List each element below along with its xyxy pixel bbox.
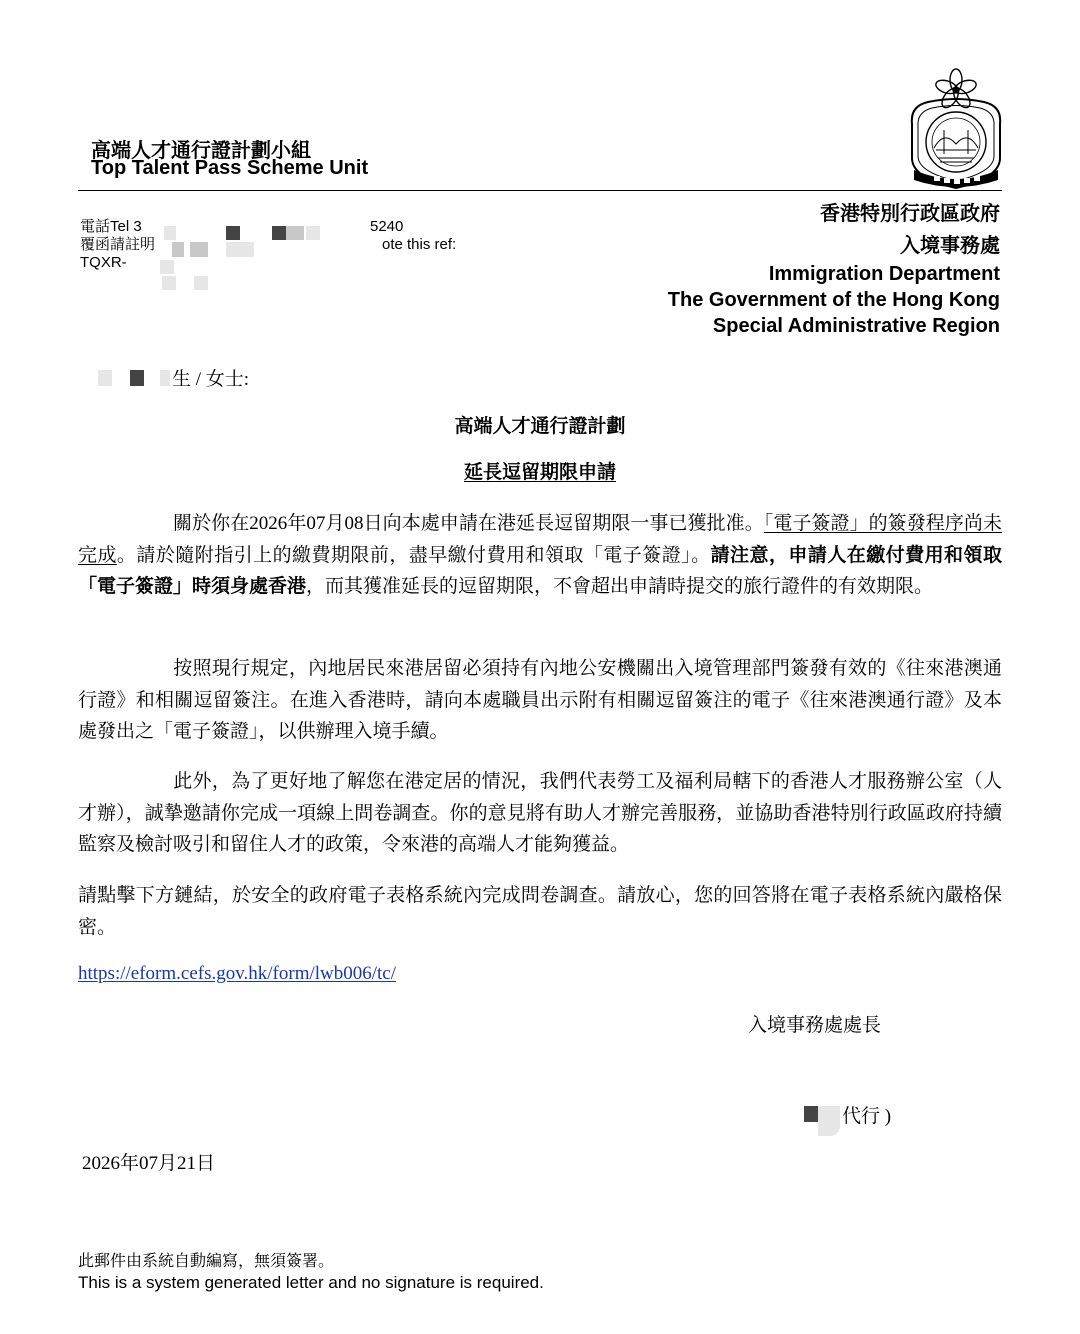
redaction-block <box>172 242 184 257</box>
redaction-block <box>130 370 144 386</box>
government-name-english-line2: Special Administrative Region <box>712 315 1000 337</box>
unit-name-english: Top Talent Pass Scheme Unit <box>91 157 369 179</box>
redaction-block <box>164 226 176 240</box>
government-name-chinese: 香港特別行政區政府 <box>820 203 1000 225</box>
unit-name-chinese: 高端人才通行證計劃小組 <box>91 140 311 162</box>
redaction-block <box>286 226 304 240</box>
redaction-block <box>190 242 208 257</box>
redaction-block <box>226 242 254 257</box>
footer-note-english: This is a system generated letter and no signature is required. <box>78 1273 544 1292</box>
survey-link[interactable]: https://eform.cefs.gov.hk/form/lwb006/tc/ <box>78 963 397 984</box>
paragraph-approval <box>78 508 1002 603</box>
redaction-block <box>160 260 174 274</box>
letter-subject: 延長逗留期限申請 <box>463 462 616 483</box>
survey-invite-text: 此外，為了更好地了解您在港定居的情況，我們代表勞工及福利局轄下的香港人才服務辦公室（人才辦），誠摯邀請你完成一項線上問卷調查。你的意見將有助人才辦完善服務，並協助香港特別行政區政府持續監察及檢討吸引和留住人才的政策，令來港的高端人才能夠獲益。 <box>78 771 1002 855</box>
header-divider <box>78 190 1002 191</box>
letter-title: 高端人才通行證計劃 <box>454 416 626 437</box>
entry-requirement-text: 按照現行規定，內地居民來港居留必須持有內地公安機關出入境管理部門簽發有效的《往來港澳通行證》和相關逗留簽注。在進入香港時，請向本處職員出示附有相關逗留簽注的電子《往來港澳通行證》及本處發出之「電子簽證」，以供辦理入境手續。 <box>78 658 1002 742</box>
immigration-emblem-icon <box>906 66 1006 190</box>
redaction-block <box>194 276 208 290</box>
evisa-pending-note: 「電子簽證」的簽發程序尚未完成 <box>78 513 1002 566</box>
validity-note: ，而其獲准延長的逗留期限，不會超出申請時提交的旅行證件的有效期限。 <box>306 576 934 597</box>
paragraph-survey-instruction <box>78 880 1002 943</box>
payment-instruction: 。請於隨附指引上的繳費期限前，盡早繳付費用和領取「電子簽證」。 <box>116 544 711 566</box>
department-name-english: Immigration Department <box>768 263 1000 285</box>
redaction-block <box>98 370 112 386</box>
telephone-number-tail: 5240 <box>370 218 404 235</box>
signatory-title: 入境事務處處長 <box>748 1015 882 1036</box>
reference-note-tail: ote this ref: <box>382 236 457 253</box>
survey-instruction-text: 請點擊下方鏈結，於安全的政府電子表格系統內完成問卷調查。請放心，您的回答將在電子表格系統內嚴格保密。 <box>78 885 1002 938</box>
redaction-block <box>162 276 176 290</box>
redaction-block <box>272 226 286 240</box>
redaction-block <box>160 370 170 386</box>
presence-requirement: 請注意，申請人在繳付費用和領取「電子簽證」時須身處香港 <box>78 544 1002 597</box>
paragraph-entry-requirement <box>78 653 1002 748</box>
telephone-label: 電話Tel 3 <box>80 218 142 235</box>
department-name-chinese: 入境事務處 <box>900 235 1000 257</box>
reference-label: 覆函請註明 <box>80 236 156 253</box>
footer-note-chinese: 此郵件由系統自動編寫，無須簽署。 <box>78 1253 335 1270</box>
salutation: 生 / 女士: <box>172 369 250 390</box>
redaction-block <box>818 1106 840 1136</box>
paragraph-survey-invite <box>78 766 1002 861</box>
file-number: TQXR- <box>80 254 127 271</box>
approval-text: 關於你在2026年07月08日向本處申請在港延長逗留期限一事已獲批准。 <box>173 513 764 534</box>
redaction-block <box>226 226 240 240</box>
letter-date: 2026年07月21日 <box>82 1153 216 1174</box>
redaction-block <box>306 226 320 240</box>
acting-signature: 代行 ) <box>842 1106 892 1127</box>
government-name-english-line1: The Government of the Hong Kong <box>667 289 1000 311</box>
